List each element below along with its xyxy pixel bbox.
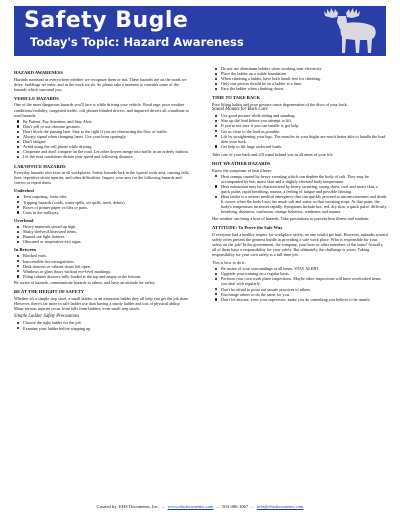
left-column [14, 66, 190, 496]
hot-weather-section [212, 161, 388, 221]
list-item: Don't yell or use obscene gestures. [14, 124, 190, 129]
footer-sep: – [251, 504, 254, 509]
footer-website-link[interactable]: www.ehsdocuments.com [167, 504, 214, 509]
bullet-list [14, 224, 190, 244]
subheading: Overhead [14, 217, 34, 223]
list-item: If you're not sure if you can handle it, get help. [212, 123, 388, 128]
list-item: Don't block the passing lane. Stay to the right if you are obstructing the flow of traffic. [14, 129, 190, 134]
topic-subtitle: Today's Topic: Hazard Awareness [30, 35, 244, 49]
bullet-list [14, 253, 190, 278]
bullet-list [14, 320, 190, 330]
list-item: Desk drawers or cabinet doors left open. [14, 264, 190, 269]
banner [14, 6, 386, 56]
subheading: Underfoot [14, 188, 35, 194]
list-item: Heat stroke is a serious medical emergency that can quickly proceed to unconsciousness and death. It occurs when the body loses too much salt and water so that sweating stops. At that point, the body's temperature increases rapidly. Symptoms include hot, red, dry skin, a quick pulse, difficulty breathing, dizziness, confusion, strange behavior, weakness and nausea. [212, 194, 388, 214]
section-paragraph: Hazards surround us everywhere whether we recognize them or not. These hazards are on the roads we drive, buildings we enter, and in the work we do. So please take a moment to consider some of the hazards which surround you. [14, 76, 187, 92]
height-of-safety-section [14, 289, 190, 311]
section-heading: VEHICLE HAZARDS [14, 95, 59, 101]
list-item: Avoid using the cell phone while driving. [14, 144, 190, 149]
footer-created-by: Created by: EHS Documents, Inc. [96, 504, 160, 509]
section-paragraph: Be aware of hazards, communicate hazards to others, and have an attitude for safety. [14, 280, 156, 286]
list-item: Windows or glass doors without eye-level markings. [14, 269, 190, 274]
list-item: Heat exhaustion may be characterized by heavy sweating, strong thirst, cool and moist skin, a quick pulse, rapid breathing, nausea, a feeling of fatigue and possible fainting. [212, 184, 388, 194]
footer-phone: 503-486-1067 [222, 504, 249, 509]
footer [14, 504, 386, 510]
bullet-list [212, 66, 388, 91]
footer-sep: – [162, 504, 165, 509]
in-between-section [14, 247, 190, 285]
list-item: Face the ladder when climbing down. [212, 86, 388, 91]
section-paragraph: Everyday hazards also exist in all workplaces. Safety hazards lurk in the typical work area, causing falls, fires, repetitive strain injuries, and other difficulties. Inspect your area for the following hazards and correct or report them. [14, 170, 190, 186]
section-paragraph: Hot weather can bring a host of hazards. Take precautions to prevent heat illness and sunburn. [212, 215, 370, 221]
subheading: In Between [14, 247, 37, 253]
section-heading: HAZARD AWARENESS [14, 70, 63, 75]
list-item: Upgrade your training on a regular basis. [212, 271, 388, 276]
section-paragraph: This is how to do it: [212, 260, 246, 266]
list-item: Blocked exits. [14, 253, 190, 258]
bullet-list [14, 194, 190, 214]
section-paragraph: Take care of your back and it'll stand behind you in all areas of your life. [212, 151, 334, 157]
list-item: Don't be afraid to point out unsafe practices of others. [212, 287, 388, 292]
list-item: Inaccessible fire extinguishers. [14, 259, 190, 264]
list-item: Be aware of your surroundings at all times. STAY ALERT. [212, 266, 388, 271]
list-item: Examine your ladder before stepping up [14, 326, 190, 331]
vehicle-hazards-section [14, 96, 190, 160]
section-paragraph: Whether it's a simple step stool, a small ladder, or an extension ladder they all help you get the job done. However, there's far more to safe ladder use than having a sturdy ladder and lots of physical ability. Many serious injuries occur from falls from ladders, even small step stools. [14, 296, 189, 312]
list-item: Obscured or inoperative exit signs. [14, 239, 190, 244]
list-item: Encourage others to do the same for you. [212, 292, 388, 297]
list-item: Shaky shelves/Unsecured items. [14, 229, 190, 234]
attitude-section [212, 225, 388, 302]
list-item: Don't tailgate. [14, 139, 190, 144]
section-paragraph: If everyone had a healthy respect for workplace safety, no one would get hurt. However, attitudes toward safety often present the greatest hurdle in providing a safe work place. Who is responsible for your safety on the job? In the government, the company, your boss or other members of the team? Actually, all of them have a responsibility for your safety. But ultimately, the challenge is yours. Taking responsibility for your own safety is a full-time job. [212, 231, 388, 257]
list-item: Heat cramps caused by heavy sweating which can deplete the body of salt. They may be accompanied by hot, moist skin and a slightly elevated body temperature. [212, 174, 388, 184]
section-paragraph: One of the more dangerous hazards you'll face is while driving your vehicle. Road rage, poor weather conditions/visibility, congested traffic, cell phones blinded drivers, and impaired drivers all contribute to road hazards. [14, 102, 189, 118]
section-paragraph: Know the symptoms of heat illness: [212, 167, 273, 173]
list-item: Filing cabinet drawers fully loaded at the top and empty at the bottom. [14, 274, 190, 279]
section-heading: BE AT THE HEIGHT OF SAFETY [14, 289, 85, 295]
list-item: Torn carpeting, loose tiles. [14, 194, 190, 199]
list-item: Get help to lift large awkward loads. [212, 144, 388, 149]
list-item: Perform your own work place inspections. Maybe other inspections will have overlooked items you deal with regularly. [212, 276, 388, 286]
bullet-list [212, 174, 388, 215]
list-item: Let the road conditions dictate your speed and following distance. [14, 154, 190, 159]
list-item: Do not use aluminum ladders when working near electricity [212, 66, 388, 71]
list-item: Always signal when changing lanes. Use your horn sparingly. [14, 134, 190, 139]
list-item: Burned out light fixtures. [14, 234, 190, 239]
list-item: Heavy materials stored up high. [14, 224, 190, 229]
list-item: Get as close to the load as possible. [212, 129, 388, 134]
underfoot-section [14, 188, 190, 214]
section-heading: HOT WEATHER HAZARDS [212, 161, 271, 166]
list-item: When climbing a ladder, have both hands free for climbing. [212, 76, 388, 81]
ladder-precautions-section [14, 314, 190, 330]
bullet-list [14, 119, 190, 160]
bullet-list [212, 266, 388, 302]
list-item: Boxes of printer paper or files or parts. [14, 205, 190, 210]
italic-subheading: Simple Ladder Safety Precautions [14, 314, 80, 320]
section-paragraph: Poor lifting habits and poor posture cause degeneration of the discs of your back. [212, 102, 348, 108]
italic-subheading: Sound Mounts for Back Care [212, 107, 268, 113]
list-item: Choose the right ladder for the job [14, 320, 190, 325]
overhead-section [14, 218, 190, 244]
footer-sep: – [216, 504, 219, 509]
section-heading: ATTITUDE: To Prove the Safe Way [212, 225, 283, 231]
list-item: Don't let anyone, even your supervisor, make you do something you believe to be unsafe. [212, 297, 388, 302]
section-heading: LAB/OFFICE HAZARDS [14, 163, 66, 169]
list-item: Only one person should be on a ladder at a time. [212, 81, 388, 86]
back-care-section [212, 95, 388, 157]
list-item: Carts in the walkway. [14, 210, 190, 215]
bullet-list [212, 113, 388, 149]
hazard-awareness-section [14, 70, 190, 92]
moose-silhouette-icon [302, 7, 380, 55]
list-item: Use good posture while sitting and standing. [212, 113, 388, 118]
list-item: Tripping hazards (cords, water spills, oil spills, trash, debris). [14, 200, 190, 205]
footer-email-link[interactable]: info@ehsdocuments.com [256, 504, 304, 509]
list-item: Cooperate and don't compete on the road. Let other drivers merge into traffic in an orderly fashion. [14, 149, 190, 154]
ladder-continued-section [212, 66, 388, 91]
right-column [212, 66, 388, 496]
newsletter-title: Safety Bugle [24, 8, 189, 33]
list-item: Lift by straightening your legs. The muscles in your thighs are much better able to handle the load then your back. [212, 134, 388, 144]
lab-office-hazards-section [14, 164, 190, 186]
section-heading: TIME TO TAKE BACK [212, 95, 261, 101]
list-item: Size up the load before you attempt to lift. [212, 118, 388, 123]
list-item: Place the ladder on a stable foundation. [212, 71, 388, 76]
list-item: Be Patient, Pay Attention, and Stay Alert. [14, 119, 190, 124]
